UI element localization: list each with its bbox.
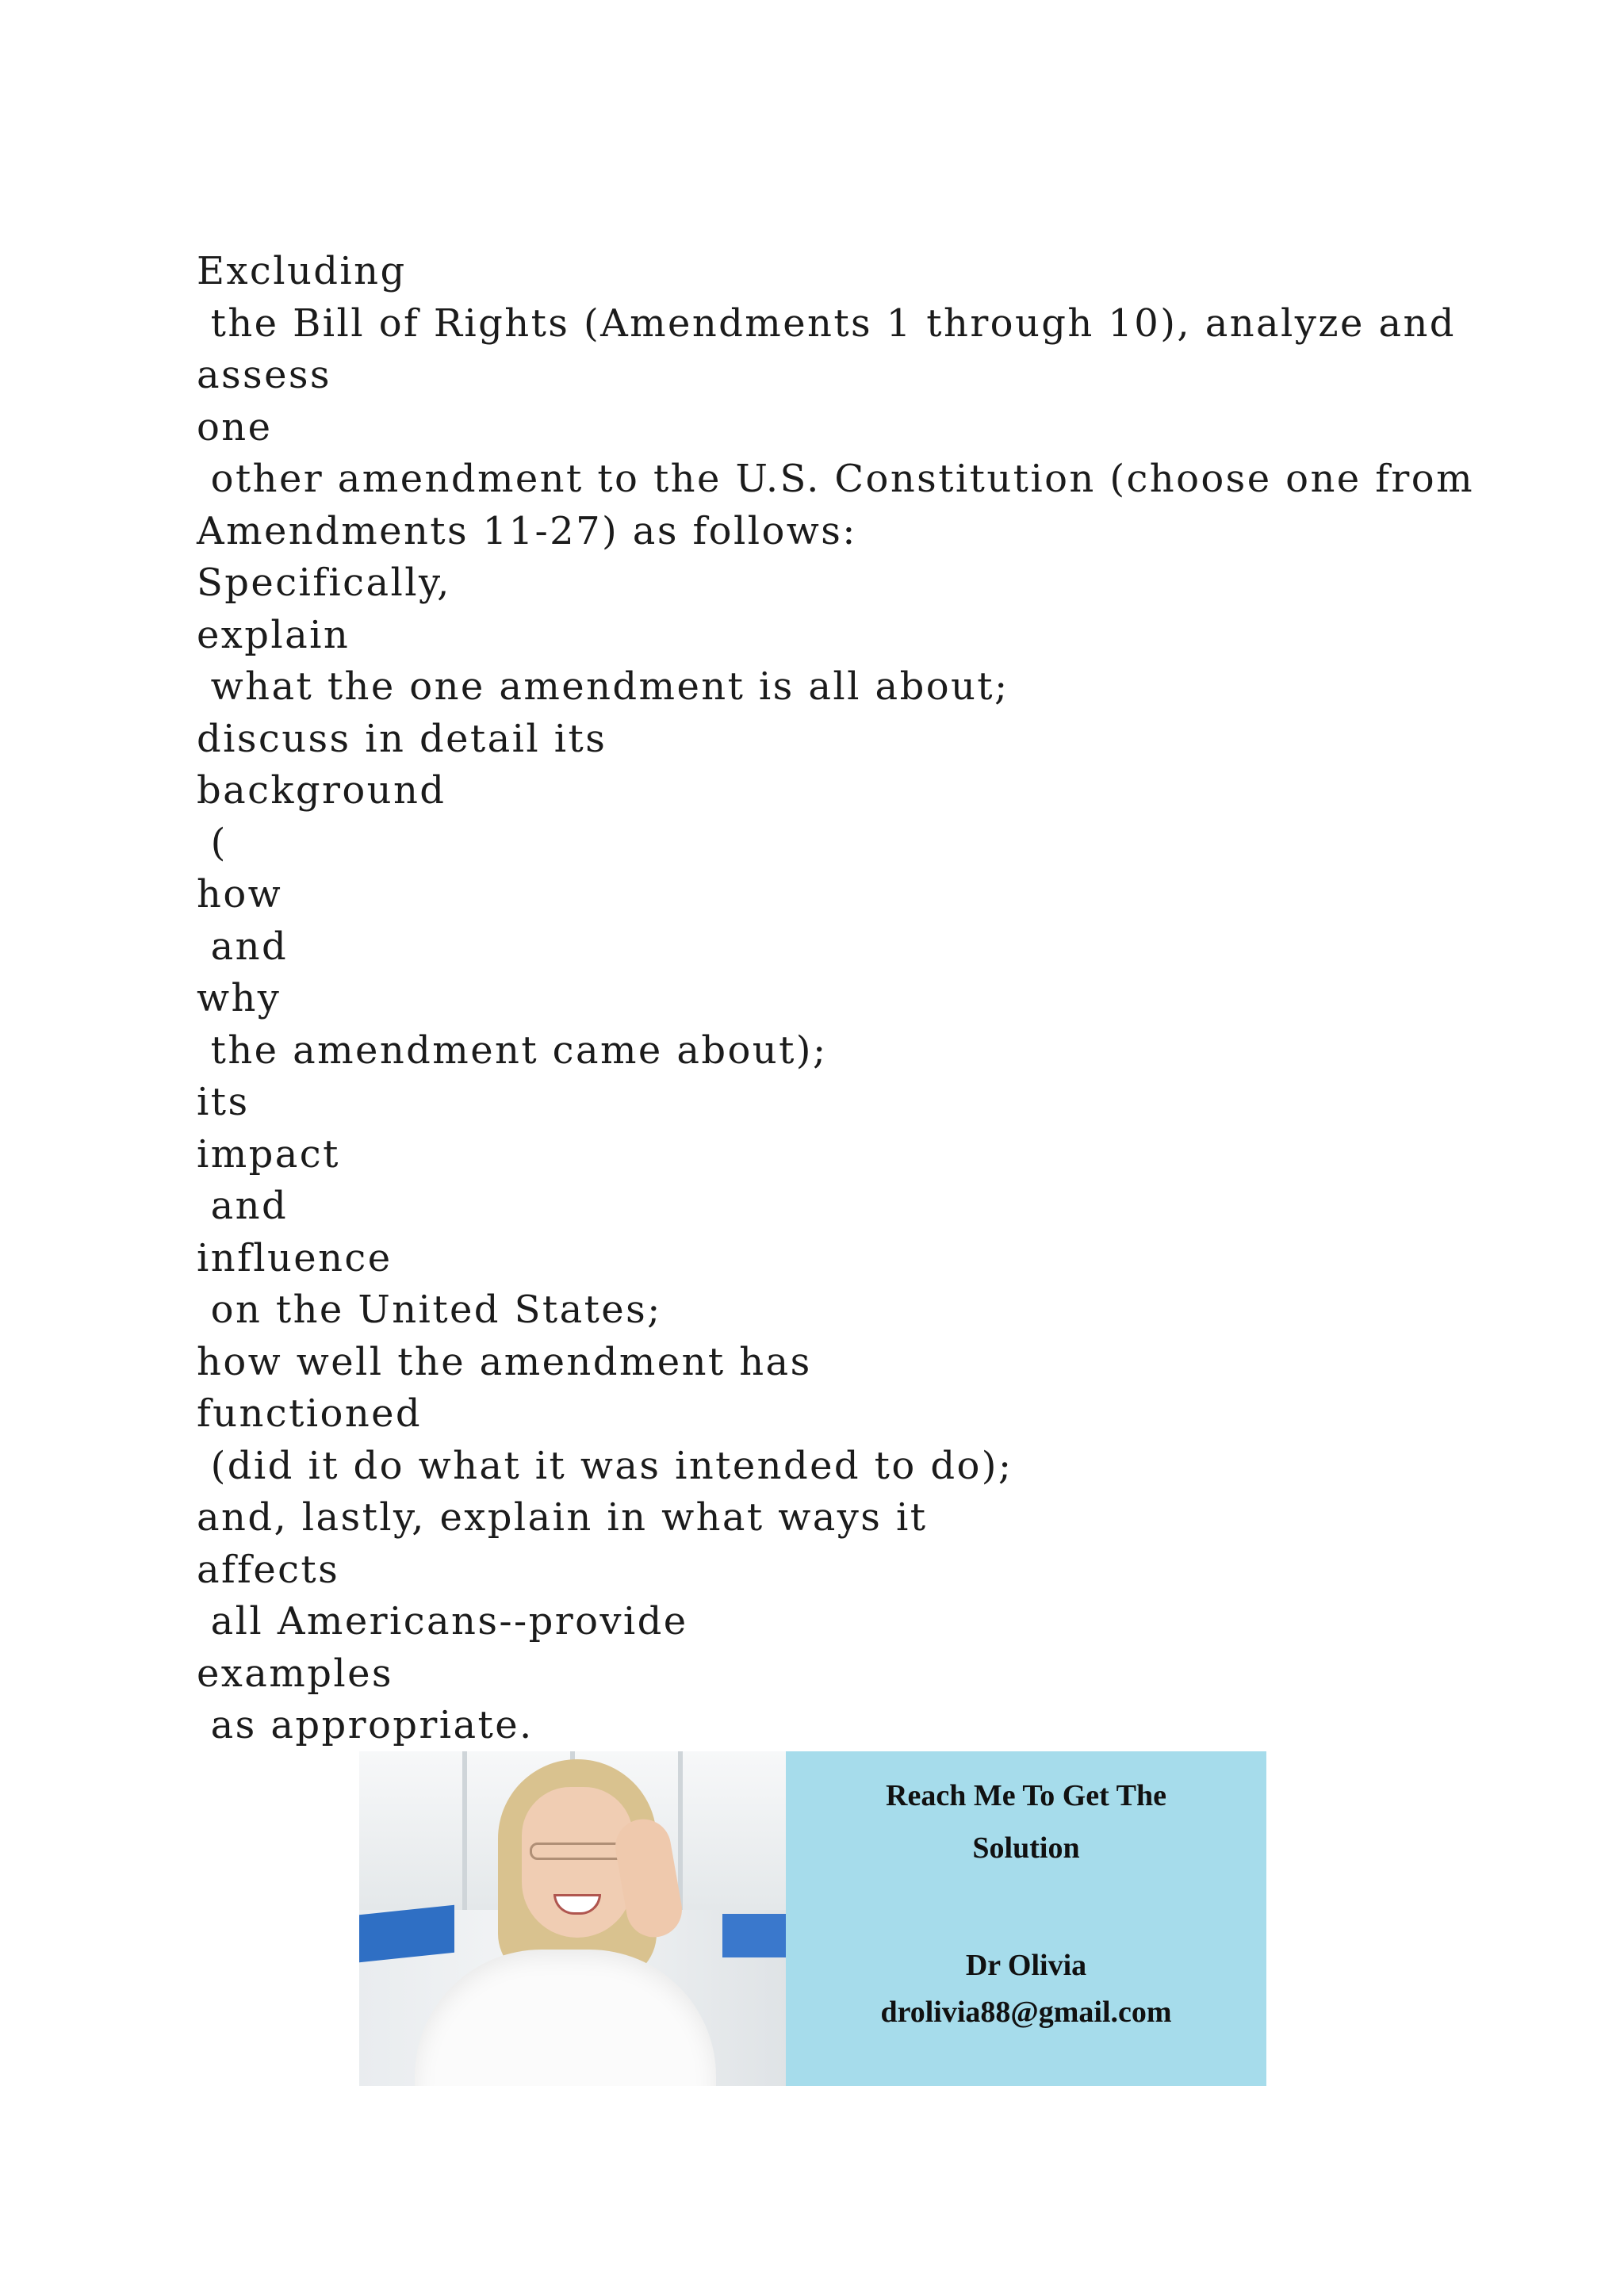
ad-headline: Reach Me To Get The <box>886 1779 1166 1812</box>
ad-headline-continued: Solution <box>972 1831 1080 1865</box>
text-line: examples <box>197 1651 393 1696</box>
glasses-icon <box>530 1843 625 1860</box>
text-line: as appropriate. <box>197 1703 534 1747</box>
text-line: Specifically, <box>197 561 451 605</box>
text-line: and <box>197 924 289 969</box>
text-line: the Bill of Rights (Amendments 1 through 10), analyze and <box>197 300 1456 346</box>
text-line: on the United States; <box>197 1288 662 1332</box>
text-line: and <box>197 1184 289 1228</box>
contact-ad-banner[interactable] <box>359 1751 1266 2086</box>
text-line: background <box>197 768 446 813</box>
text-line: how <box>197 872 283 916</box>
text-line: assess <box>197 353 331 397</box>
text-line: how well the amendment has <box>197 1339 812 1384</box>
ad-contact-name: Dr Olivia <box>965 1949 1087 1982</box>
text-line: (did it do what it was intended to do); <box>197 1443 1013 1488</box>
text-line: Excluding <box>197 249 407 293</box>
document-body <box>197 246 1474 1752</box>
text-line: its <box>197 1080 250 1124</box>
woman-with-glasses-photo <box>359 1751 786 2086</box>
text-line: ( <box>197 820 228 865</box>
text-line: explain <box>197 612 350 657</box>
text-line: one <box>197 404 273 450</box>
ad-contact-email[interactable]: drolivia88@gmail.com <box>880 1996 1172 2029</box>
text-line: all Americans--provide <box>197 1599 688 1644</box>
text-line: Amendments 11-27) as follows: <box>197 508 857 553</box>
text-line: and, lastly, explain in what ways it <box>197 1495 928 1540</box>
text-line: why <box>197 976 282 1020</box>
text-line: influence <box>197 1235 393 1280</box>
text-line: functioned <box>197 1391 423 1436</box>
text-line: the amendment came about); <box>197 1027 828 1073</box>
text-line: affects <box>197 1547 340 1592</box>
text-line: what the one amendment is all about; <box>197 664 1009 709</box>
text-line: other amendment to the U.S. Constitution (choose one from <box>197 457 1474 501</box>
text-line: discuss in detail its <box>197 716 607 761</box>
text-line: impact <box>197 1131 340 1177</box>
ad-contact-panel <box>786 1751 1266 2086</box>
